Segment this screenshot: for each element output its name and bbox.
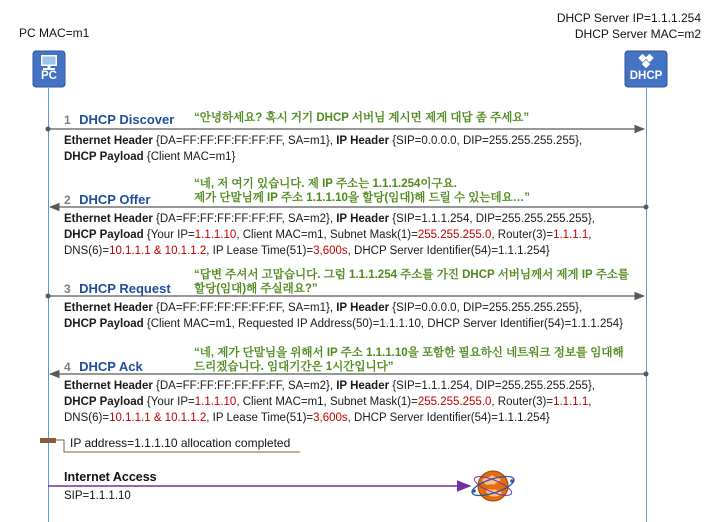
step-4-quote — [194, 346, 624, 374]
ethernet-header-value: {DA=FF:FF:FF:FF:FF:FF, SA=m2}, — [152, 213, 337, 225]
step-2-quote-line-2: 제가 단말님께 IP 주소 1.1.1.10을 할당(임대)해 드릴 수 있는데요…” — [194, 192, 530, 204]
payload-text: , Router(3)= — [491, 229, 554, 241]
payload-text: , Router(3)= — [491, 396, 554, 408]
step-2-number: 2 — [64, 193, 71, 207]
discover-arrow-origin — [46, 127, 51, 132]
payload-text: , Client MAC=m1, Subnet Mask(1)= — [236, 229, 418, 241]
payload-text: DNS(6)= — [64, 245, 110, 257]
step-1-quote: “안녕하세요? 혹시 거기 DHCP 서버님 계시면 제게 대답 좀 주세요” — [194, 112, 530, 124]
ethernet-header-label: Ethernet Header — [64, 135, 153, 147]
dns-value: 10.1.1.1 & 10.1.1.2 — [109, 245, 207, 257]
step-2-header-line — [64, 211, 595, 227]
payload-text: , IP Lease Time(51)= — [206, 245, 314, 257]
step-1-details — [64, 133, 582, 165]
step-4-quote-line-2: 드리겠습니다. 임대기간은 1시간입니다” — [194, 361, 394, 373]
dns-value: 10.1.1.1 & 10.1.1.2 — [109, 412, 207, 424]
pc-node-label: PC — [41, 70, 57, 82]
dhcp-payload-value: {Client MAC=m1, Requested IP Address(50)=1.1.1.10, DHCP Server Identifier(54)=1.1.1.254} — [143, 318, 624, 330]
ip-header-value: {SIP=0.0.0.0, DIP=255.255.255.255}, — [389, 135, 583, 147]
payload-text: , DHCP Server Identifier(54)=1.1.1.254} — [347, 245, 550, 257]
payload-text: {Your IP= — [143, 396, 195, 408]
step-2-payload-line — [64, 227, 595, 243]
step-4-payload-line-2 — [64, 410, 595, 426]
allocation-status: IP address=1.1.1.10 allocation completed — [70, 436, 291, 450]
dhcp-server-ip-label: DHCP Server IP=1.1.1.254 — [556, 11, 701, 25]
step-3-title — [64, 280, 171, 298]
internet-access-title: Internet Access — [64, 470, 157, 484]
step-3-number: 3 — [64, 282, 71, 296]
step-3-quote-line-2: 할당(임대)해 주실래요?” — [194, 283, 318, 295]
offer-arrow-origin — [644, 205, 649, 210]
payload-text: , — [588, 396, 592, 408]
payload-text: , Client MAC=m1, Subnet Mask(1)= — [236, 396, 418, 408]
step-4-name: DHCP Ack — [79, 359, 143, 374]
step-4-payload-line — [64, 394, 595, 410]
step-3-payload-line — [64, 316, 623, 332]
step-2-name: DHCP Offer — [79, 192, 151, 207]
step-3-details — [64, 300, 623, 332]
step-1-payload-line — [64, 149, 582, 165]
payload-text: {Your IP= — [143, 229, 195, 241]
lease-time-value: 3,600s — [313, 412, 348, 424]
your-ip-value: 1.1.1.10 — [194, 229, 237, 241]
step-1-title — [64, 111, 174, 129]
ethernet-header-label: Ethernet Header — [64, 302, 153, 314]
dhcp-payload-label: DHCP Payload — [64, 396, 144, 408]
step-3-header-line — [64, 300, 623, 316]
step-2-details — [64, 211, 595, 259]
dhcp-payload-value: {Client MAC=m1} — [143, 151, 236, 163]
step-4-title — [64, 358, 143, 376]
payload-text: , — [588, 229, 592, 241]
ip-header-value: {SIP=0.0.0.0, DIP=255.255.255.255}, — [389, 302, 583, 314]
request-arrow-origin — [46, 294, 51, 299]
step-2-quote-line-1: “네, 저 여기 있습니다. 제 IP 주소는 1.1.1.254이구요. — [194, 178, 457, 190]
router-value: 1.1.1.1 — [553, 229, 589, 241]
dhcp-node-label: DHCP — [629, 70, 663, 82]
pc-mac-label: PC MAC=m1 — [19, 26, 90, 40]
step-2-payload-line-2 — [64, 243, 595, 259]
ip-header-value: {SIP=1.1.1.254, DIP=255.255.255.255}, — [389, 380, 595, 392]
subnet-mask-value: 255.255.255.0 — [417, 396, 492, 408]
ethernet-header-label: Ethernet Header — [64, 213, 153, 225]
router-value: 1.1.1.1 — [553, 396, 589, 408]
step-4-details — [64, 378, 595, 426]
step-4-quote-line-1: “네, 제가 단말님을 위해서 IP 주소 1.1.1.10을 포함한 필요하신 네트워크 정보를 임대해 — [194, 347, 624, 359]
lease-time-value: 3,600s — [313, 245, 348, 257]
ip-header-value: {SIP=1.1.1.254, DIP=255.255.255.255}, — [389, 213, 595, 225]
globe-internet-icon — [470, 466, 516, 506]
step-3-name: DHCP Request — [79, 281, 171, 296]
subnet-mask-value: 255.255.255.0 — [417, 229, 492, 241]
ip-header-label: IP Header — [336, 135, 390, 147]
step-1-name: DHCP Discover — [79, 112, 175, 127]
internet-access-sip: SIP=1.1.1.10 — [64, 490, 131, 502]
dhcp-payload-label: DHCP Payload — [64, 229, 144, 241]
step-3-quote-line-1: “답변 주셔서 고맙습니다. 그럼 1.1.1.254 주소를 가진 DHCP 서버님께서 제게 IP 주소를 — [194, 269, 630, 281]
payload-text: DNS(6)= — [64, 412, 110, 424]
ip-header-label: IP Header — [336, 380, 390, 392]
ip-header-label: IP Header — [336, 302, 390, 314]
ethernet-header-value: {DA=FF:FF:FF:FF:FF:FF, SA=m1}, — [152, 302, 337, 314]
ip-header-label: IP Header — [336, 213, 390, 225]
step-1-header-line — [64, 133, 582, 149]
ethernet-header-value: {DA=FF:FF:FF:FF:FF:FF, SA=m1}, — [152, 135, 337, 147]
payload-text: , IP Lease Time(51)= — [206, 412, 314, 424]
step-4-number: 4 — [64, 360, 71, 374]
step-4-header-line — [64, 378, 595, 394]
your-ip-value: 1.1.1.10 — [194, 396, 237, 408]
ethernet-header-value: {DA=FF:FF:FF:FF:FF:FF, SA=m2}, — [152, 380, 337, 392]
payload-text: , DHCP Server Identifier(54)=1.1.1.254} — [347, 412, 550, 424]
step-2-title — [64, 191, 150, 209]
step-1-number: 1 — [64, 113, 71, 127]
ethernet-header-label: Ethernet Header — [64, 380, 153, 392]
step-2-quote — [194, 177, 530, 205]
dhcp-payload-label: DHCP Payload — [64, 318, 144, 330]
step-3-quote — [194, 268, 629, 296]
dhcp-payload-label: DHCP Payload — [64, 151, 144, 163]
ack-arrow-origin — [644, 372, 649, 377]
state-marker-icon — [40, 438, 56, 443]
dhcp-server-mac-label: DHCP Server MAC=m2 — [574, 27, 701, 41]
